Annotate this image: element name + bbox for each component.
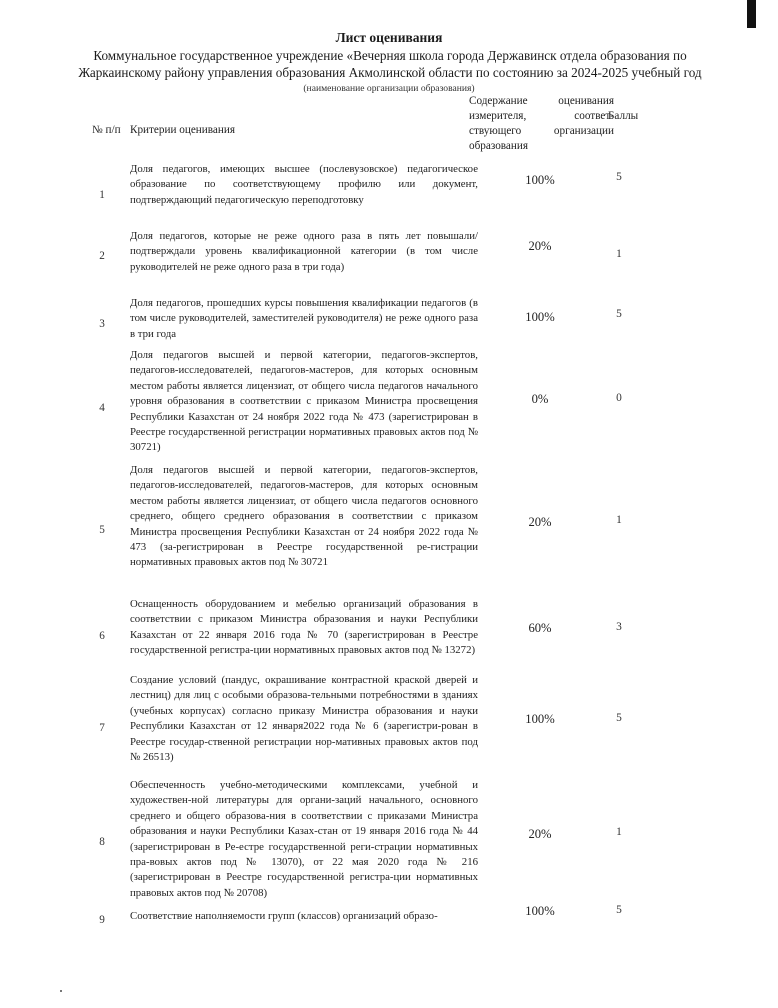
criterion-value: 0% <box>531 392 549 406</box>
criterion-value: 100% <box>525 904 555 918</box>
criterion-value: 100% <box>525 712 555 726</box>
criterion-value: 20% <box>528 515 552 529</box>
criterion-text: Оснащенность оборудованием и мебелью организаций образования в соответствии с приказом Министра образования и науки Республики Казахстан от 22 января 2016 года № 70 (зарегистрирован в Реестре государственной регистра-ции нормативных правовых актов под № 13272) <box>130 598 478 657</box>
row-number: 4 <box>99 402 105 414</box>
criterion-value: 60% <box>528 621 552 635</box>
row-number: 7 <box>99 722 105 734</box>
scan-edge-mark <box>747 0 756 28</box>
row-number: 9 <box>99 914 105 926</box>
criterion-text: Обеспеченность учебно-методическими комплексами, учебной и художествен-ной литературы для органи-заций начального, основного среднего и общего образова-ния в соответствии с приказами Министра образования и науки Республики Казах-стан от 19 января 2016 года № 44 (зарегистрирован в Ре-естре государственной реги-страции нормативных пра-вовых актов под № 13070), от 22 мая 2020 года № 216 (зарегистрирован в Реестре государственной регистра-ции нормативных правовых актов под № 20708) <box>130 779 478 899</box>
criterion-text: Доля педагогов, имеющих высшее (послевузовское) педагогическое образование по соответствующему профилю или документ, подтверждающий педагогическую переподготовку <box>130 163 478 206</box>
criterion-score: 1 <box>616 826 622 838</box>
criterion-text: Соответствие наполняемости групп (классов) организаций образо- <box>130 910 438 922</box>
organization-caption: (наименование организации образования) <box>303 83 475 94</box>
header-number: № п/п <box>92 124 121 136</box>
organization-line-2: Жаркаинскому району управления образования Акмолинской области по состоянию за 2024-2025 учебный год <box>78 65 702 80</box>
criterion-text: Доля педагогов, которые не реже одного раза в пять лет повышали/подтверждали уровень квалификационной категории (в том числе руководителей не реже одного раза в три года) <box>130 230 478 273</box>
criterion-score: 5 <box>616 171 622 183</box>
criterion-value: 20% <box>528 239 552 253</box>
criterion-score: 5 <box>616 308 622 320</box>
header-content: Содержание оценивания измерителя, соответ- ствующего организации образования <box>469 95 614 152</box>
criterion-text: Доля педагогов высшей и первой категории, педагогов-экспертов, педагогов-исследователей, педагогов-мастеров, для которых основным местом работы является лицензиат, от общего числа педагогов основного среднего, общего среднего образования в соответствии с приказом Министра просвещения Республики Казахстан от 24 ноября 2022 года № 473 (за-регистрирован в Реестре государственной ре-гистрации нормативных правовых актов под № 30721 <box>130 464 478 569</box>
document-title: Лист оценивания <box>335 30 443 45</box>
row-number: 5 <box>99 524 105 536</box>
criterion-value: 20% <box>528 827 552 841</box>
criterion-score: 0 <box>616 392 622 404</box>
header-score: Баллы <box>608 110 639 122</box>
criterion-score: 1 <box>616 514 622 526</box>
organization-line-1: Коммунальное государственное учреждение «Вечерняя школа города Державинск отдела образования по <box>93 48 687 63</box>
row-number: 3 <box>99 318 105 330</box>
criterion-text: Доля педагогов высшей и первой категории, педагогов-экспертов, педагогов-исследователей, педагогов-мастеров, для которых основным местом работы является лицензиат, от общего числа педагогов начального уровня образования в соответствии с приказом Министра просвещения Республики Казахстан от 24 ноября 2022 года № 473 (зарегистрирован в Реестре государственной регистрации нормативных правовых актов под № 30721) <box>130 349 478 454</box>
row-number: 2 <box>99 250 105 262</box>
criterion-score: 5 <box>616 904 622 916</box>
criterion-score: 1 <box>616 248 622 260</box>
header-criteria: Критерии оценивания <box>130 124 236 136</box>
criterion-value: 100% <box>525 173 555 187</box>
criterion-score: 5 <box>616 712 622 724</box>
scan-speck <box>60 990 62 992</box>
criterion-text: Доля педагогов, прошедших курсы повышения квалификации педагогов (в том числе руководителей, заместителей руководителя) не реже одного раза в три года <box>130 297 478 340</box>
row-number: 8 <box>99 836 105 848</box>
row-number: 1 <box>99 189 105 201</box>
row-number: 6 <box>99 630 105 642</box>
criterion-text: Создание условий (пандус, окрашивание контрастной краской дверей и лестниц) для лиц с особыми образова-тельными потребностями в зданиях (учебных корпусах) согласно приказу Министра образования и науки Республики Казахстан от 12 января2022 года № 6 (зарегистри-рован в Реестре государ-ственной регистрации нор-мативных правовых актов под № 26513) <box>130 674 478 764</box>
criterion-score: 3 <box>616 621 622 633</box>
criterion-value: 100% <box>525 310 555 324</box>
